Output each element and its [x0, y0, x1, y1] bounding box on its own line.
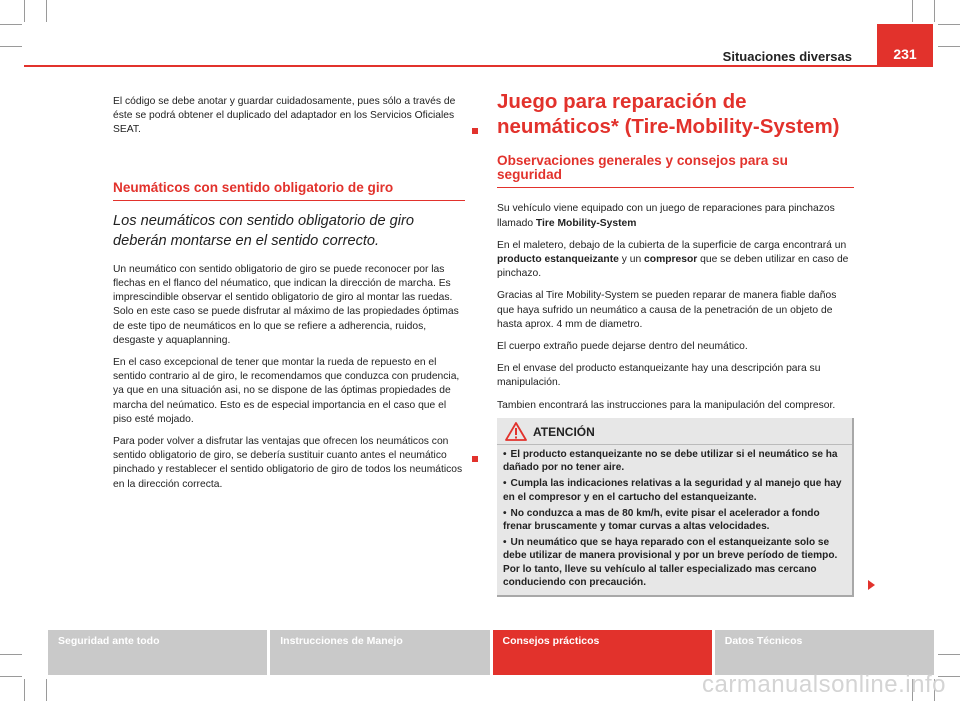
section-subtitle: Los neumáticos con sentido obligatorio de giro deberán montarse en el sentido correcto.	[113, 212, 414, 249]
bold-term: compresor	[644, 254, 698, 266]
warning-item-text: Cumpla las indicaciones relativas a la seguridad y al manejo que hay en el compresor y en el cartucho del estanqueizante.	[503, 478, 842, 503]
warning-list	[503, 448, 846, 592]
text-run: que se deben utilizar en caso de pinchazo.	[497, 254, 849, 280]
paragraph	[497, 239, 854, 282]
warning-header	[497, 418, 852, 444]
crop-mark	[912, 0, 913, 22]
tab-seguridad[interactable]: Seguridad ante todo	[48, 630, 267, 675]
warning-triangle-icon	[505, 422, 527, 446]
crop-mark	[24, 0, 25, 22]
crop-mark	[46, 679, 47, 701]
crop-mark	[46, 0, 47, 22]
warning-item-text: Un neumático que se haya reparado con el estanqueizante solo se debe utilizar de manera provisional y por un breve período de tiempo. Por lo tanto, lleve su vehículo al taller especializado mas cercano conduciendo con precaución.	[503, 536, 838, 589]
section-end-marker	[472, 128, 478, 134]
warning-title: ATENCIÓN	[533, 425, 595, 439]
crop-mark	[938, 24, 960, 25]
paragraph: El cuerpo extraño puede dejarse dentro del neumático.	[497, 341, 748, 353]
text-run: y un	[618, 254, 645, 266]
crop-mark	[938, 46, 960, 47]
paragraph: En el envase del producto estanqueizante hay una descripción para su manipulación.	[497, 363, 821, 389]
running-header-title: Situaciones diversas	[722, 49, 852, 64]
warning-box	[497, 418, 854, 597]
warning-item-text: El producto estanqueizante no se debe utilizar si el neumático se ha dañado por no tener aire.	[503, 449, 838, 474]
warning-item	[503, 448, 846, 475]
bullet: •	[503, 536, 507, 548]
warning-item-text: No conduzca a mas de 80 km/h, evite pisar el acelerador a fondo frenar bruscamente y tomar curvas a altas velocidades.	[503, 507, 820, 533]
warning-item	[503, 477, 846, 504]
left-column	[113, 95, 465, 500]
bold-term: Tire Mobility-System	[535, 217, 637, 229]
crop-mark	[0, 654, 22, 655]
tab-datos-tecnicos[interactable]: Datos Técnicos	[715, 630, 934, 675]
section-end-marker	[472, 456, 478, 462]
bullet: •	[503, 449, 507, 460]
paragraph	[497, 202, 854, 230]
intro-paragraph: El código se debe anotar y guardar cuidadosamente, pues sólo a través de éste se podrá obtener el duplicado del adaptador en los Servicios Oficiales SEAT.	[113, 96, 456, 136]
chapter-title: Juego para reparación de neumáticos* (Tire-Mobility-System)	[497, 90, 840, 138]
crop-mark	[938, 654, 960, 655]
warning-separator	[497, 444, 852, 445]
continue-arrow-icon	[868, 580, 875, 590]
paragraph: Un neumático con sentido obligatorio de giro se puede reconocer por las flechas en el flanco del néumatico, que indican la dirección de marcha. Es imprescindible observar el sentido obligatorio de giro al montar las ruedas. Solo en este caso se puede disfrutar al máximo de las propiedades óptimas de este tipo de neumáticos en lo que se refiere a adherencia, ruidos, desgaste y aquaplanning.	[113, 263, 459, 346]
watermark: carmanualsonline.info	[702, 671, 946, 698]
header-rule	[24, 65, 877, 67]
crop-mark	[0, 46, 22, 47]
text-run: En el maletero, debajo de la cubierta de la superficie de carga encontrará un	[497, 239, 847, 251]
tab-instrucciones[interactable]: Instrucciones de Manejo	[270, 630, 489, 675]
warning-item	[503, 536, 846, 590]
right-column	[497, 90, 854, 421]
crop-mark	[0, 24, 22, 25]
tab-consejos[interactable]: Consejos prácticos	[493, 630, 712, 675]
section-title-rotation: Neumáticos con sentido obligatorio de giro	[113, 181, 465, 201]
crop-mark	[24, 679, 25, 701]
page-number: 231	[893, 46, 917, 62]
bullet: •	[503, 478, 507, 490]
chapter-tabs	[48, 630, 934, 675]
crop-mark	[934, 0, 935, 22]
text-run: Su vehículo viene equipado con un juego de reparaciones para pinchazos llamado	[497, 203, 835, 229]
section-title-safety: Observaciones generales y consejos para su seguridad	[497, 154, 854, 188]
bullet: •	[503, 507, 507, 519]
page-number-box	[877, 24, 933, 67]
paragraph: Para poder volver a disfrutar las ventajas que ofrecen los neumáticos con sentido obligatorio de giro, se debería sustituir cuanto antes el neumático pinchado y restablecer el sentido obligatorio de giro de todos los neumáticos en la dirección correcta.	[113, 436, 463, 490]
warning-item	[503, 507, 846, 534]
bold-term: producto estanqueizante	[497, 254, 619, 266]
crop-mark	[0, 676, 22, 677]
paragraph: Tambien encontrará las instrucciones para la manipulación del compresor.	[497, 399, 836, 411]
paragraph: Gracias al Tire Mobility-System se pueden reparar de manera fiable daños que haya sufrido un neumático a causa de la penetración de un objeto de hasta aprox. 4 mm de diametro.	[497, 290, 837, 330]
paragraph: En el caso excepcional de tener que montar la rueda de repuesto en el sentido contrario al de giro, le recomendamos que conduzca con prudencia, ya que en una situación asi, no se dispone de las óptimas propiedades de marcha del neúmatico. Esto es de especial importancia en el caso que el piso esté mojado.	[113, 357, 460, 425]
